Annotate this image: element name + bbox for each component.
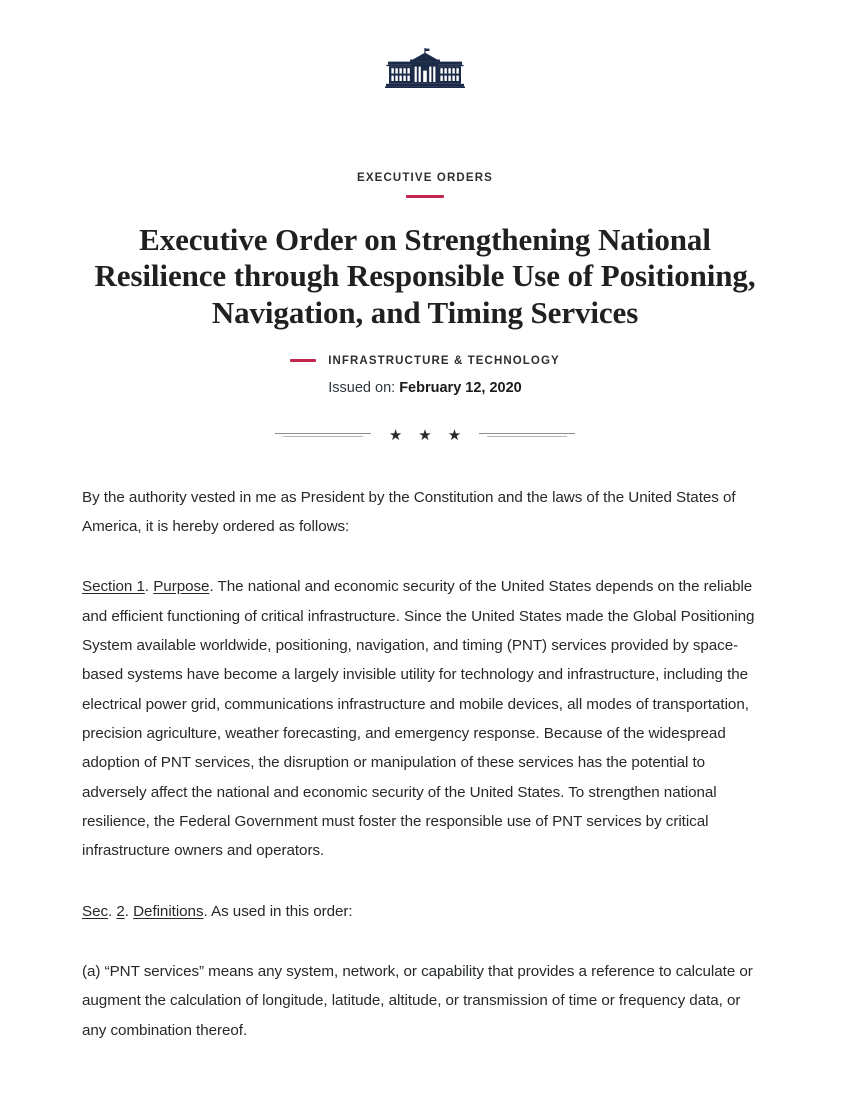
category-label[interactable]: INFRASTRUCTURE & TECHNOLOGY [328, 354, 560, 367]
underlined-text: Purpose [153, 578, 210, 596]
star-icon: ★ [418, 426, 432, 444]
issued-line [0, 380, 850, 396]
issued-date: February 12, 2020 [399, 379, 522, 396]
underlined-text: Section 1 [82, 578, 145, 596]
text-run: . As used in this order: [203, 902, 353, 920]
eyebrow-accent-rule [406, 195, 444, 198]
text-run: . [124, 902, 134, 920]
site-logo[interactable] [0, 0, 850, 90]
paragraph-definition-a [82, 957, 768, 1045]
issued-label: Issued on: [328, 379, 396, 396]
white-house-icon [385, 48, 465, 90]
page-title: Executive Order on Strengthening National Resilience through Responsible Use of Positioning, Navigation, and Timing Services [94, 222, 756, 330]
eyebrow-label[interactable]: EXECUTIVE ORDERS [357, 172, 493, 184]
text-run: By the authority vested in me as President by the Constitution and the laws of the United States of America, it is hereby ordered as follows: [82, 488, 736, 536]
underlined-text: Definitions [133, 902, 204, 920]
divider-line-left [275, 432, 371, 439]
text-run: . [108, 902, 117, 920]
category-row [0, 355, 850, 367]
category-dash-icon [290, 359, 316, 362]
divider-line-right [479, 432, 575, 439]
eyebrow-section [0, 168, 850, 198]
star-icon: ★ [388, 426, 403, 444]
text-run: . [144, 578, 154, 596]
text-run: . The national and economic security of the United States depends on the reliable and efficient functioning of critical infrastructure. Since the United States made the Global Positioning System available worldwide, positioning, navigation, and timing (PNT) services provided by space-based systems have become a largely invisible utility for technology and infrastructure, including the electrical power grid, communications infrastructure and mobile devices, all modes of transportation, precision agriculture, weather forecasting, and emergency response. Because of the widespread adoption of PNT services, the disruption or manipulation of these services has the potential to adversely affect the national and economic security of the United States. To strengthen national resilience, the Federal Government must foster the responsible use of PNT services by critical infrastructure owners and operators. [82, 578, 755, 860]
divider-stars [371, 428, 479, 443]
underlined-text: Sec [82, 902, 109, 920]
order-body [82, 483, 768, 1045]
paragraph-section-2 [82, 897, 768, 926]
star-icon: ★ [447, 426, 462, 444]
star-divider [275, 428, 575, 443]
paragraph-section-1 [82, 572, 768, 865]
paragraph-preamble [82, 483, 768, 542]
text-run: (a) “PNT services” means any system, network, or capability that provides a reference to calculate or augment the calculation of longitude, latitude, altitude, or transmission of time or frequency data, or any combination thereof. [82, 963, 753, 1039]
underlined-text: 2 [116, 902, 125, 920]
